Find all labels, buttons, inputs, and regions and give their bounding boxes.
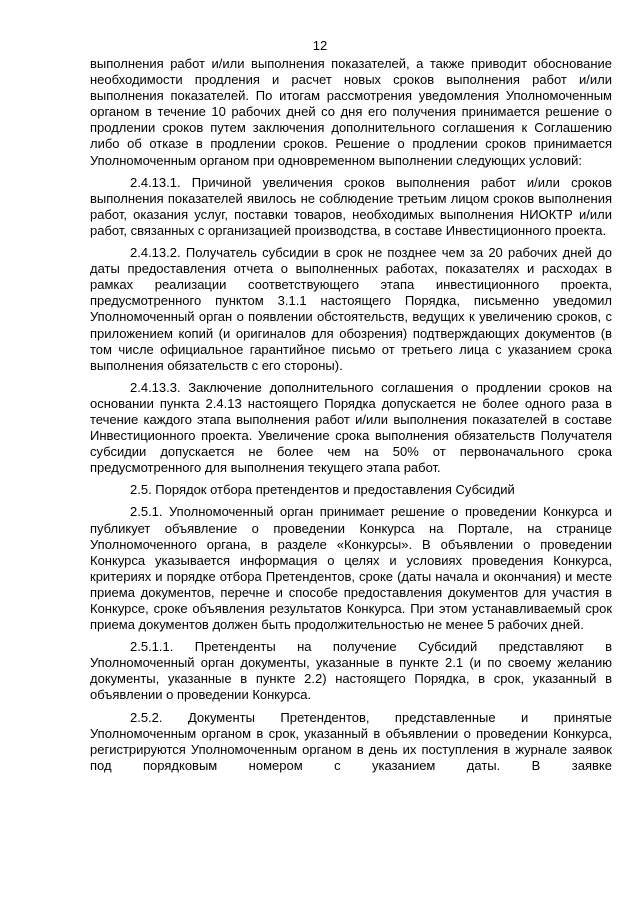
- section-heading-2-5: 2.5. Порядок отбора претендентов и предоставления Субсидий: [130, 482, 515, 498]
- paragraph-2-5-1: 2.5.1. Уполномоченный орган принимает решение о проведении Конкурса и публикует объявление о проведении Конкурса на Портале, на странице Уполномоченного органа, в разделе «Конкурсы». В объявлении о проведении Конкурса указывается информация о целях и условиях проведения Конкурса, критериях и порядке отбора Претендентов, сроке (даты начала и окончания) и месте приема документов, перечне и способе предоставления документов для участия в Конкурсе, сроке объявления результатов Конкурса. При этом устанавливаемый срок приема документов должен быть продолжительностью не менее 5 рабочих дней.: [90, 504, 612, 633]
- paragraph-2-5-2: 2.5.2. Документы Претендентов, представленные и принятые Уполномоченным органом в срок, указанный в объявлении о проведении Конкурса, регистрируются Уполномоченным органом в день их поступления в журнале заявок под порядковым номером с указанием даты. В заявке: [90, 709, 612, 773]
- paragraph-2-5-1-1: 2.5.1.1. Претенденты на получение Субсидий представляют в Уполномоченный орган документы, указанные в пункте 2.1 (и по своему желанию документы, указанные в пункте 2.2) настоящего Порядка, в срок, указанный в объявлении о проведении Конкурса.: [90, 639, 612, 703]
- paragraph-continuation: выполнения работ и/или выполнения показателей, а также приводит обоснование необходимости продления и расчет новых сроков выполнения работ и/или выполнения показателей. По итогам рассмотрения уведомления Уполномоченным органом в течение 10 рабочих дней со дня его получения принимается решение о продлении сроков путем заключения дополнительного соглашения к Соглашению либо об отказе в продлении сроков. Решение о продлении сроков принимается Уполномоченным органом при одновременном выполнении следующих условий:: [90, 56, 612, 168]
- paragraph-2-4-13-2: 2.4.13.2. Получатель субсидии в срок не позднее чем за 20 рабочих дней до даты предоставления отчета о выполненных работах, показателях и расходах в рамках реализации соответствующего этапа инвестиционного проекта, предусмотренного пунктом 3.1.1 настоящего Порядка, письменно уведомил Уполномоченный орган о появлении обстоятельств, ведущих к увеличению сроков, с приложением копий (и оригиналов для обозрения) подтверждающих документов (в том числе официальное гарантийное письмо от третьего лица с указанием срока выполнения обязательств с его стороны).: [90, 245, 612, 373]
- paragraph-2-4-13-3: 2.4.13.3. Заключение дополнительного соглашения о продлении сроков на основании пункта 2.4.13 настоящего Порядка допускается не более одного раза в течение каждого этапа выполнения работ и/или выполнения показателей в составе Инвестиционного проекта. Увеличение срока выполнения обязательств Получателя субсидии допускается не более чем на 50% от первоначального срока предусмотренного для выполнения текущего этапа работ.: [90, 379, 612, 476]
- paragraph-2-4-13-1: 2.4.13.1. Причиной увеличения сроков выполнения работ и/или сроков выполнения показателей явилось не соблюдение третьим лицом сроков выполнения работ, оказания услуг, поставки товаров, необходимых выполнения НИОКТР и/или работ, связанных с организацией производства, в составе Инвестиционного проекта.: [90, 174, 612, 238]
- page-number: 12: [312, 38, 328, 53]
- document-body: [90, 56, 612, 780]
